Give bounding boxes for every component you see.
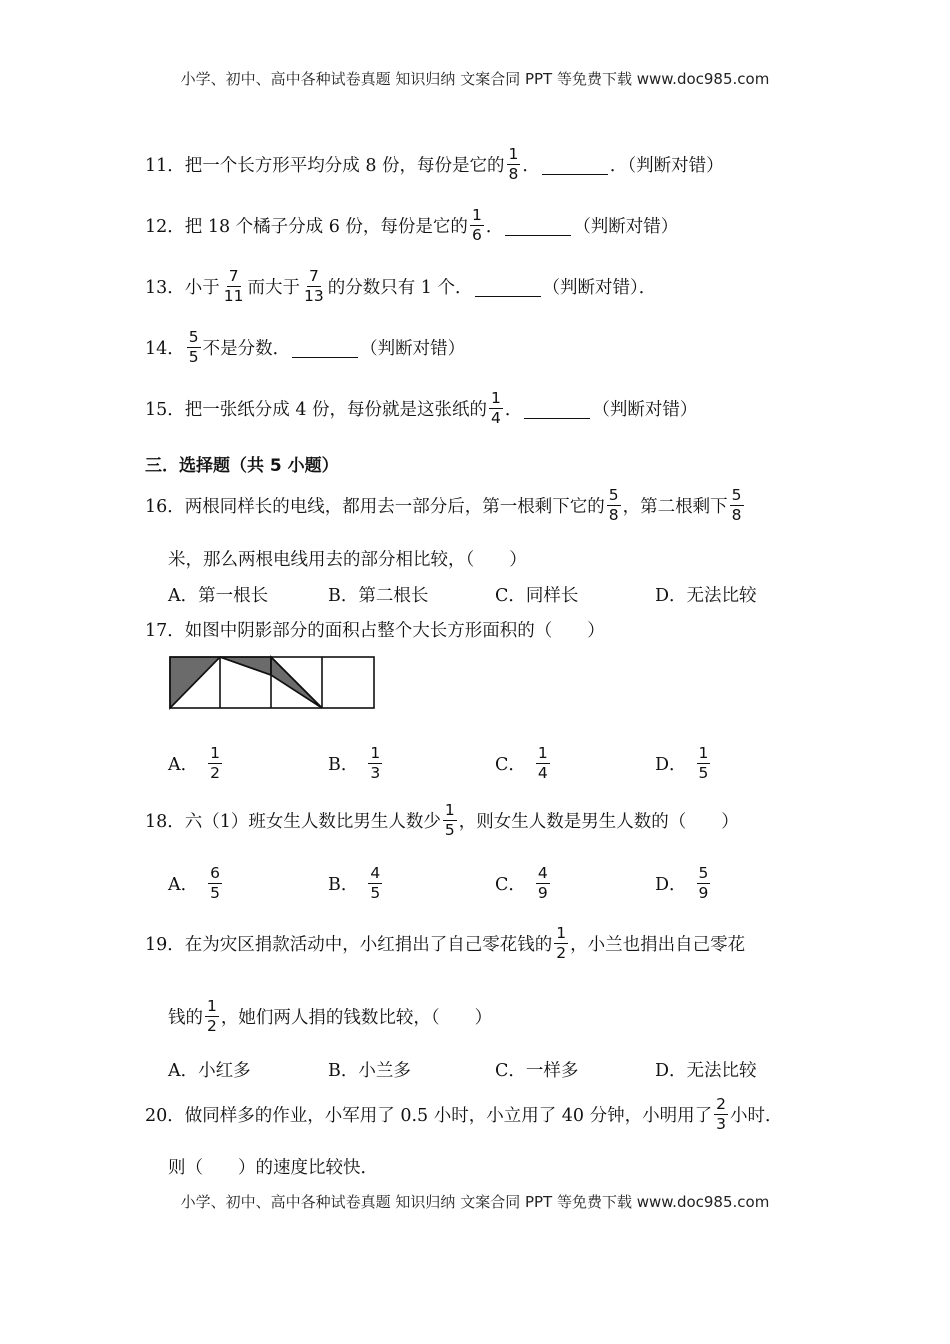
option-a[interactable]: A． $\frac{6}{5}$ xyxy=(168,863,221,902)
question-text: 把 18 个橘子分成 6 份，每份是它的 xyxy=(184,216,468,237)
option-b[interactable]: B． $\frac{4}{5}$ xyxy=(328,863,381,902)
question-number: 20． xyxy=(145,1105,185,1126)
fraction: $\frac{5}{8}$ xyxy=(731,485,742,524)
option-b[interactable]: B．第二根长 xyxy=(328,585,429,606)
answer-blank[interactable] xyxy=(524,398,590,419)
question-number: 13． xyxy=(145,277,185,298)
question-14: 14． $\frac{5}{5}$ 不是分数． （判断对错） xyxy=(145,327,466,366)
answer-blank[interactable] xyxy=(542,154,608,175)
question-number: 15． xyxy=(145,399,185,420)
question-number: 19． xyxy=(145,934,185,955)
question-number: 14． xyxy=(145,338,185,359)
question-13: 13． 小于 $\frac{7}{11}$ 而大于 $\frac{7}{13}$ 的分数只有 1 个． （判断对错）． xyxy=(145,266,657,305)
question-16: 16． 两根同样长的电线，都用去一部分后，第一根剩下它的 $\frac{5}{8}$ ，第二根剩下 $\frac{5}{8}$ xyxy=(145,485,742,524)
question-11: 11． 把一个长方形平均分成 8 份，每份是它的 $\frac{1}{8}$ ． ．（判断对错） xyxy=(145,144,724,183)
question-18: 18． 六（1）班女生人数比男生人数少 $\frac{1}{5}$ ，则女生人数是男生人数的（ ） xyxy=(145,800,739,839)
fraction: $\frac{5}{5}$ xyxy=(188,327,199,366)
fraction: $\frac{1}{4}$ xyxy=(491,388,501,427)
question-17: 17． 如图中阴影部分的面积占整个大长方形面积的（ ） xyxy=(145,609,605,649)
question-20-line2: 则（ ）的速度比较快． xyxy=(168,1157,378,1178)
page-header: 小学、初中、高中各种试卷真题 知识归纳 文案合同 PPT 等免费下载 www.doc985.com xyxy=(180,70,770,88)
fraction: $\frac{1}{6}$ xyxy=(471,205,482,244)
option-c[interactable]: C． $\frac{4}{9}$ xyxy=(495,863,548,902)
option-c[interactable]: C．一样多 xyxy=(495,1060,579,1081)
option-a[interactable]: A．小红多 xyxy=(168,1060,251,1081)
option-d[interactable]: D． $\frac{5}{9}$ xyxy=(655,863,709,902)
question-16-line2: 米，那么两根电线用去的部分相比较，（ ） xyxy=(168,549,527,570)
question-number: 11． xyxy=(145,155,185,176)
fraction: $\frac{5}{8}$ xyxy=(608,485,619,524)
question-text: 把一个长方形平均分成 8 份，每份是它的 xyxy=(184,155,505,176)
question-15: 15． 把一张纸分成 4 份，每份就是这张纸的 $\frac{1}{4}$ ． （判断对错） xyxy=(145,388,698,427)
fraction: $\frac{7}{13}$ xyxy=(304,266,324,305)
answer-blank[interactable] xyxy=(292,337,358,358)
option-c[interactable]: C．同样长 xyxy=(495,585,579,606)
question-number: 18． xyxy=(145,811,185,832)
option-b[interactable]: B．小兰多 xyxy=(328,1060,411,1081)
fraction: $\frac{1}{5}$ xyxy=(444,800,455,839)
fraction: $\frac{1}{8}$ xyxy=(508,144,519,183)
question-19-line2: 钱的 $\frac{1}{2}$ ，她们两人捐的钱数比较，（ ） xyxy=(168,996,493,1035)
shaded-rectangle-figure xyxy=(168,655,376,711)
question-19: 19． 在为灾区捐款活动中，小红捐出了自己零花钱的 $\frac{1}{2}$ ，小兰也捐出自己零花 xyxy=(145,923,746,962)
question-number: 17． xyxy=(145,620,185,641)
option-d[interactable]: D．无法比较 xyxy=(655,585,757,606)
page-footer: 小学、初中、高中各种试卷真题 知识归纳 文案合同 PPT 等免费下载 www.doc985.com xyxy=(180,1193,770,1211)
option-b[interactable]: B． $\frac{1}{3}$ xyxy=(328,743,381,782)
question-number: 12． xyxy=(145,216,185,237)
section-title: 三．选择题（共 5 小题） xyxy=(145,456,339,476)
option-d[interactable]: D．无法比较 xyxy=(655,1060,757,1081)
option-d[interactable]: D． $\frac{1}{5}$ xyxy=(655,743,709,782)
question-number: 16． xyxy=(145,496,185,517)
fraction: $\frac{1}{2}$ xyxy=(556,923,567,962)
answer-blank[interactable] xyxy=(505,215,571,236)
fraction: $\frac{2}{3}$ xyxy=(716,1094,727,1133)
fraction: $\frac{1}{2}$ xyxy=(207,996,217,1035)
question-12: 12． 把 18 个橘子分成 6 份，每份是它的 $\frac{1}{6}$ ． （判断对错） xyxy=(145,205,679,244)
option-a[interactable]: A． $\frac{1}{2}$ xyxy=(168,743,221,782)
option-a[interactable]: A．第一根长 xyxy=(168,585,269,606)
answer-blank[interactable] xyxy=(475,276,541,297)
option-c[interactable]: C． $\frac{1}{4}$ xyxy=(495,743,548,782)
fraction: $\frac{7}{11}$ xyxy=(223,266,244,305)
question-20: 20． 做同样多的作业，小军用了 0.5 小时，小立用了 40 分钟，小明用了 $\frac{2}{3}$ 小时． xyxy=(145,1094,783,1133)
